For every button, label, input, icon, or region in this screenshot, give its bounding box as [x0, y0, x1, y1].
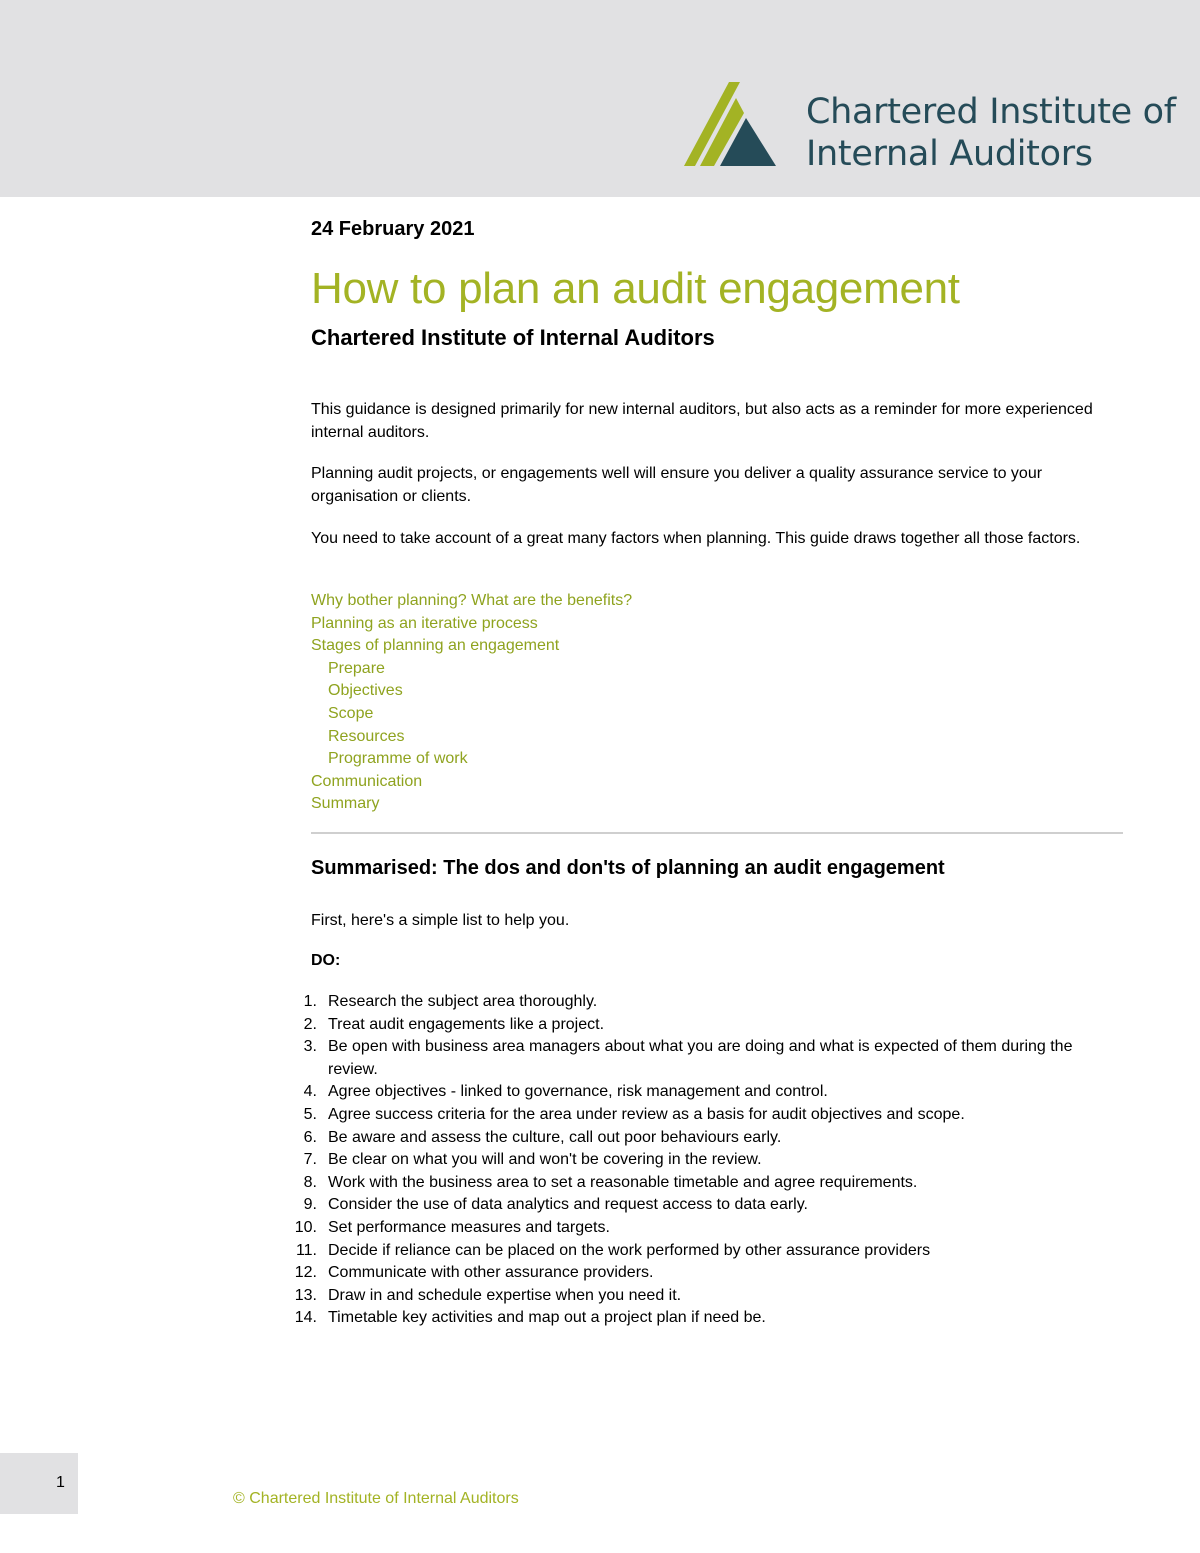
list-item-text: Be aware and assess the culture, call out poor behaviours early.	[328, 1128, 782, 1146]
list-item-number: 12.	[294, 1264, 317, 1282]
list-item-text: Work with the business area to set a reasonable timetable and agree requirements.	[328, 1173, 918, 1191]
section-divider	[311, 832, 1123, 834]
list-item-text: Set performance measures and targets.	[328, 1218, 610, 1236]
toc-link-objectives[interactable]: Objectives	[328, 682, 403, 700]
intro-paragraph-3: You need to take account of a great many factors when planning. This guide draws together all those factors.	[311, 530, 1081, 547]
list-item	[303, 1127, 1111, 1150]
page-title: How to plan an audit engagement	[311, 264, 960, 313]
list-item	[303, 1172, 1111, 1195]
list-item-text: Treat audit engagements like a project.	[328, 1015, 605, 1033]
list-item-number: 6.	[303, 1128, 317, 1146]
list-item	[294, 1262, 1111, 1285]
toc-link-stages[interactable]: Stages of planning an engagement	[311, 637, 560, 655]
list-item	[303, 1014, 1111, 1037]
list-item	[303, 1081, 1111, 1104]
list-item-number: 4.	[303, 1083, 317, 1101]
do-label: DO:	[311, 952, 341, 969]
page-number-box	[0, 1453, 78, 1514]
document-date: 24 February 2021	[311, 218, 475, 240]
list-item-text: Agree objectives - linked to governance, risk management and control.	[328, 1083, 828, 1101]
list-item	[303, 1036, 1111, 1081]
toc-link-resources[interactable]: Resources	[328, 727, 405, 745]
toc-link-benefits[interactable]: Why bother planning? What are the benefits?	[311, 592, 633, 609]
list-item-text: Consider the use of data analytics and request access to data early.	[328, 1196, 808, 1214]
list-item-number: 2.	[303, 1015, 317, 1033]
page-number: 1	[56, 1474, 65, 1491]
list-item	[303, 1104, 1111, 1127]
list-item-number: 14.	[294, 1309, 317, 1327]
list-item-text: Be open with business area managers about what you are doing and what is expected of them during the review.	[328, 1038, 1073, 1078]
list-item-number: 10.	[294, 1218, 317, 1236]
logo-line-1: Chartered Institute of	[806, 92, 1176, 132]
list-intro: First, here's a simple list to help you.	[311, 912, 570, 929]
list-item-text: Draw in and schedule expertise when you need it.	[328, 1286, 682, 1304]
list-item	[295, 1240, 1111, 1263]
list-item-number: 5.	[303, 1105, 317, 1123]
list-item-text: Timetable key activities and map out a project plan if need be.	[328, 1309, 766, 1327]
triangle-logo-icon	[684, 81, 784, 171]
list-item-text: Decide if reliance can be placed on the work performed by other assurance providers	[328, 1241, 931, 1259]
list-item-text: Communicate with other assurance providers.	[328, 1264, 654, 1282]
list-item-text: Agree success criteria for the area under review as a basis for audit objectives and scope.	[328, 1105, 965, 1123]
ciia-logo	[684, 81, 1176, 174]
list-item	[303, 991, 1111, 1014]
section-heading: Summarised: The dos and don'ts of planning an audit engagement	[311, 857, 945, 879]
list-item	[294, 1307, 1111, 1330]
list-item-number: 8.	[303, 1173, 317, 1191]
table-of-contents	[311, 590, 632, 816]
list-item-text: Be clear on what you will and won't be covering in the review.	[328, 1151, 762, 1169]
logo-wordmark	[806, 91, 1176, 175]
list-item	[303, 1149, 1111, 1172]
toc-link-communication[interactable]: Communication	[311, 772, 423, 790]
list-item-text: Research the subject area thoroughly.	[328, 993, 598, 1010]
footer-copyright: © Chartered Institute of Internal Auditors	[233, 1490, 519, 1507]
list-item	[294, 1285, 1111, 1308]
intro-paragraph-2: Planning audit projects, or engagements well will ensure you deliver a quality assurance service to your organisation or clients.	[311, 465, 1043, 505]
list-item	[294, 1217, 1111, 1240]
list-item-number: 3.	[303, 1038, 317, 1056]
toc-link-iterative-process[interactable]: Planning as an iterative process	[311, 614, 538, 632]
do-list	[294, 991, 1111, 1330]
list-item-number: 1.	[303, 993, 317, 1010]
toc-link-programme-of-work[interactable]: Programme of work	[328, 750, 468, 768]
list-item-number: 11.	[295, 1241, 317, 1259]
logo-line-2: Internal Auditors	[806, 134, 1093, 174]
page-subtitle: Chartered Institute of Internal Auditors	[311, 325, 715, 350]
list-item-number: 9.	[303, 1196, 317, 1214]
toc-link-scope[interactable]: Scope	[328, 704, 374, 722]
toc-link-prepare[interactable]: Prepare	[328, 659, 385, 677]
list-item	[303, 1194, 1111, 1217]
list-item-number: 13.	[294, 1286, 317, 1304]
list-item-number: 7.	[303, 1151, 317, 1169]
toc-link-summary[interactable]: Summary	[311, 795, 380, 813]
intro-paragraph-1: This guidance is designed primarily for new internal auditors, but also acts as a reminder for more experienced internal auditors.	[311, 401, 1093, 441]
